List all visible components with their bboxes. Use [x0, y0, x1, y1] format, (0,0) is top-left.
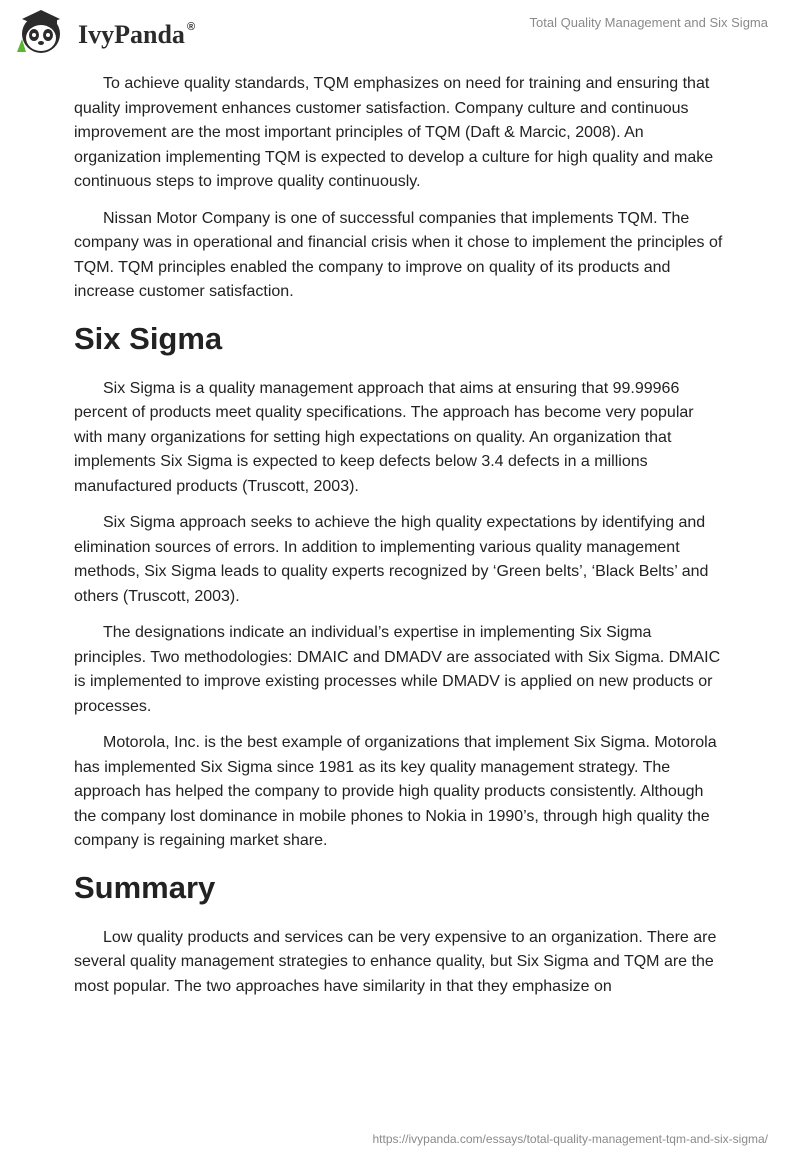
page-header: [0, 0, 800, 62]
logo-wordmark: IvyPanda: [78, 20, 185, 49]
section-heading-six-sigma: Six Sigma: [74, 320, 223, 356]
paragraph: Six Sigma is a quality management approach that aims at ensuring that 99.99966 percent of products meet quality specifications. The approach has become very popular with many organizations for setting high expectations on quality. An organization that implements Six Sigma is expected to keep defects below 3.4 defects in a millions manufactured products (Truscott, 2003).: [74, 379, 694, 495]
panda-icon: [14, 8, 66, 56]
source-url-link[interactable]: https://ivypanda.com/essays/total-quality-management-tqm-and-six-sigma/: [372, 1132, 768, 1146]
ivypanda-logo[interactable]: [14, 8, 196, 56]
section-heading-summary: Summary: [74, 869, 216, 905]
document-title: Total Quality Management and Six Sigma: [529, 15, 768, 30]
paragraph: Motorola, Inc. is the best example of organizations that implement Six Sigma. Motorola has implemented Six Sigma since 1981 as its key quality management strategy. The approach has helped the company to provide high quality products consistently. Although the company lost dominance in mobile phones to Nokia in 1990’s, through high quality the company is regaining market share.: [74, 734, 717, 849]
paragraph: Nissan Motor Company is one of successful companies that implements TQM. The company was in operational and financial crisis when it chose to implement the principles of TQM. TQM principles enabled the company to improve on quality of its products and increase customer satisfaction.: [74, 209, 723, 300]
essay-body: [74, 72, 724, 1011]
paragraph: Six Sigma approach seeks to achieve the high quality expectations by identifying and elimination sources of errors. In addition to implementing various quality management methods, Six Sigma leads to quality experts recognized by ‘Green belts’, ‘Black Belts’ and others (Truscott, 2003).: [74, 514, 709, 605]
paragraph: Low quality products and services can be very expensive to an organization. There are several quality management strategies to enhance quality, but Six Sigma and TQM are the most popular. The two approaches have similarity in that they emphasize on: [74, 928, 717, 995]
paragraph: The designations indicate an individual’s expertise in implementing Six Sigma principles. Two methodologies: DMAIC and DMADV are associated with Six Sigma. DMAIC is implemented to improve existing processes while DMADV is applied on new products or processes.: [74, 624, 721, 715]
paragraph: To achieve quality standards, TQM emphasizes on need for training and ensuring that quality improvement enhances customer satisfaction. Company culture and continuous improvement are the most important principles of TQM (Daft & Marcic, 2008). An organization implementing TQM is expected to develop a culture for high quality and make continuous steps to improve quality continuously.: [74, 75, 714, 190]
registered-mark: ®: [187, 21, 196, 33]
